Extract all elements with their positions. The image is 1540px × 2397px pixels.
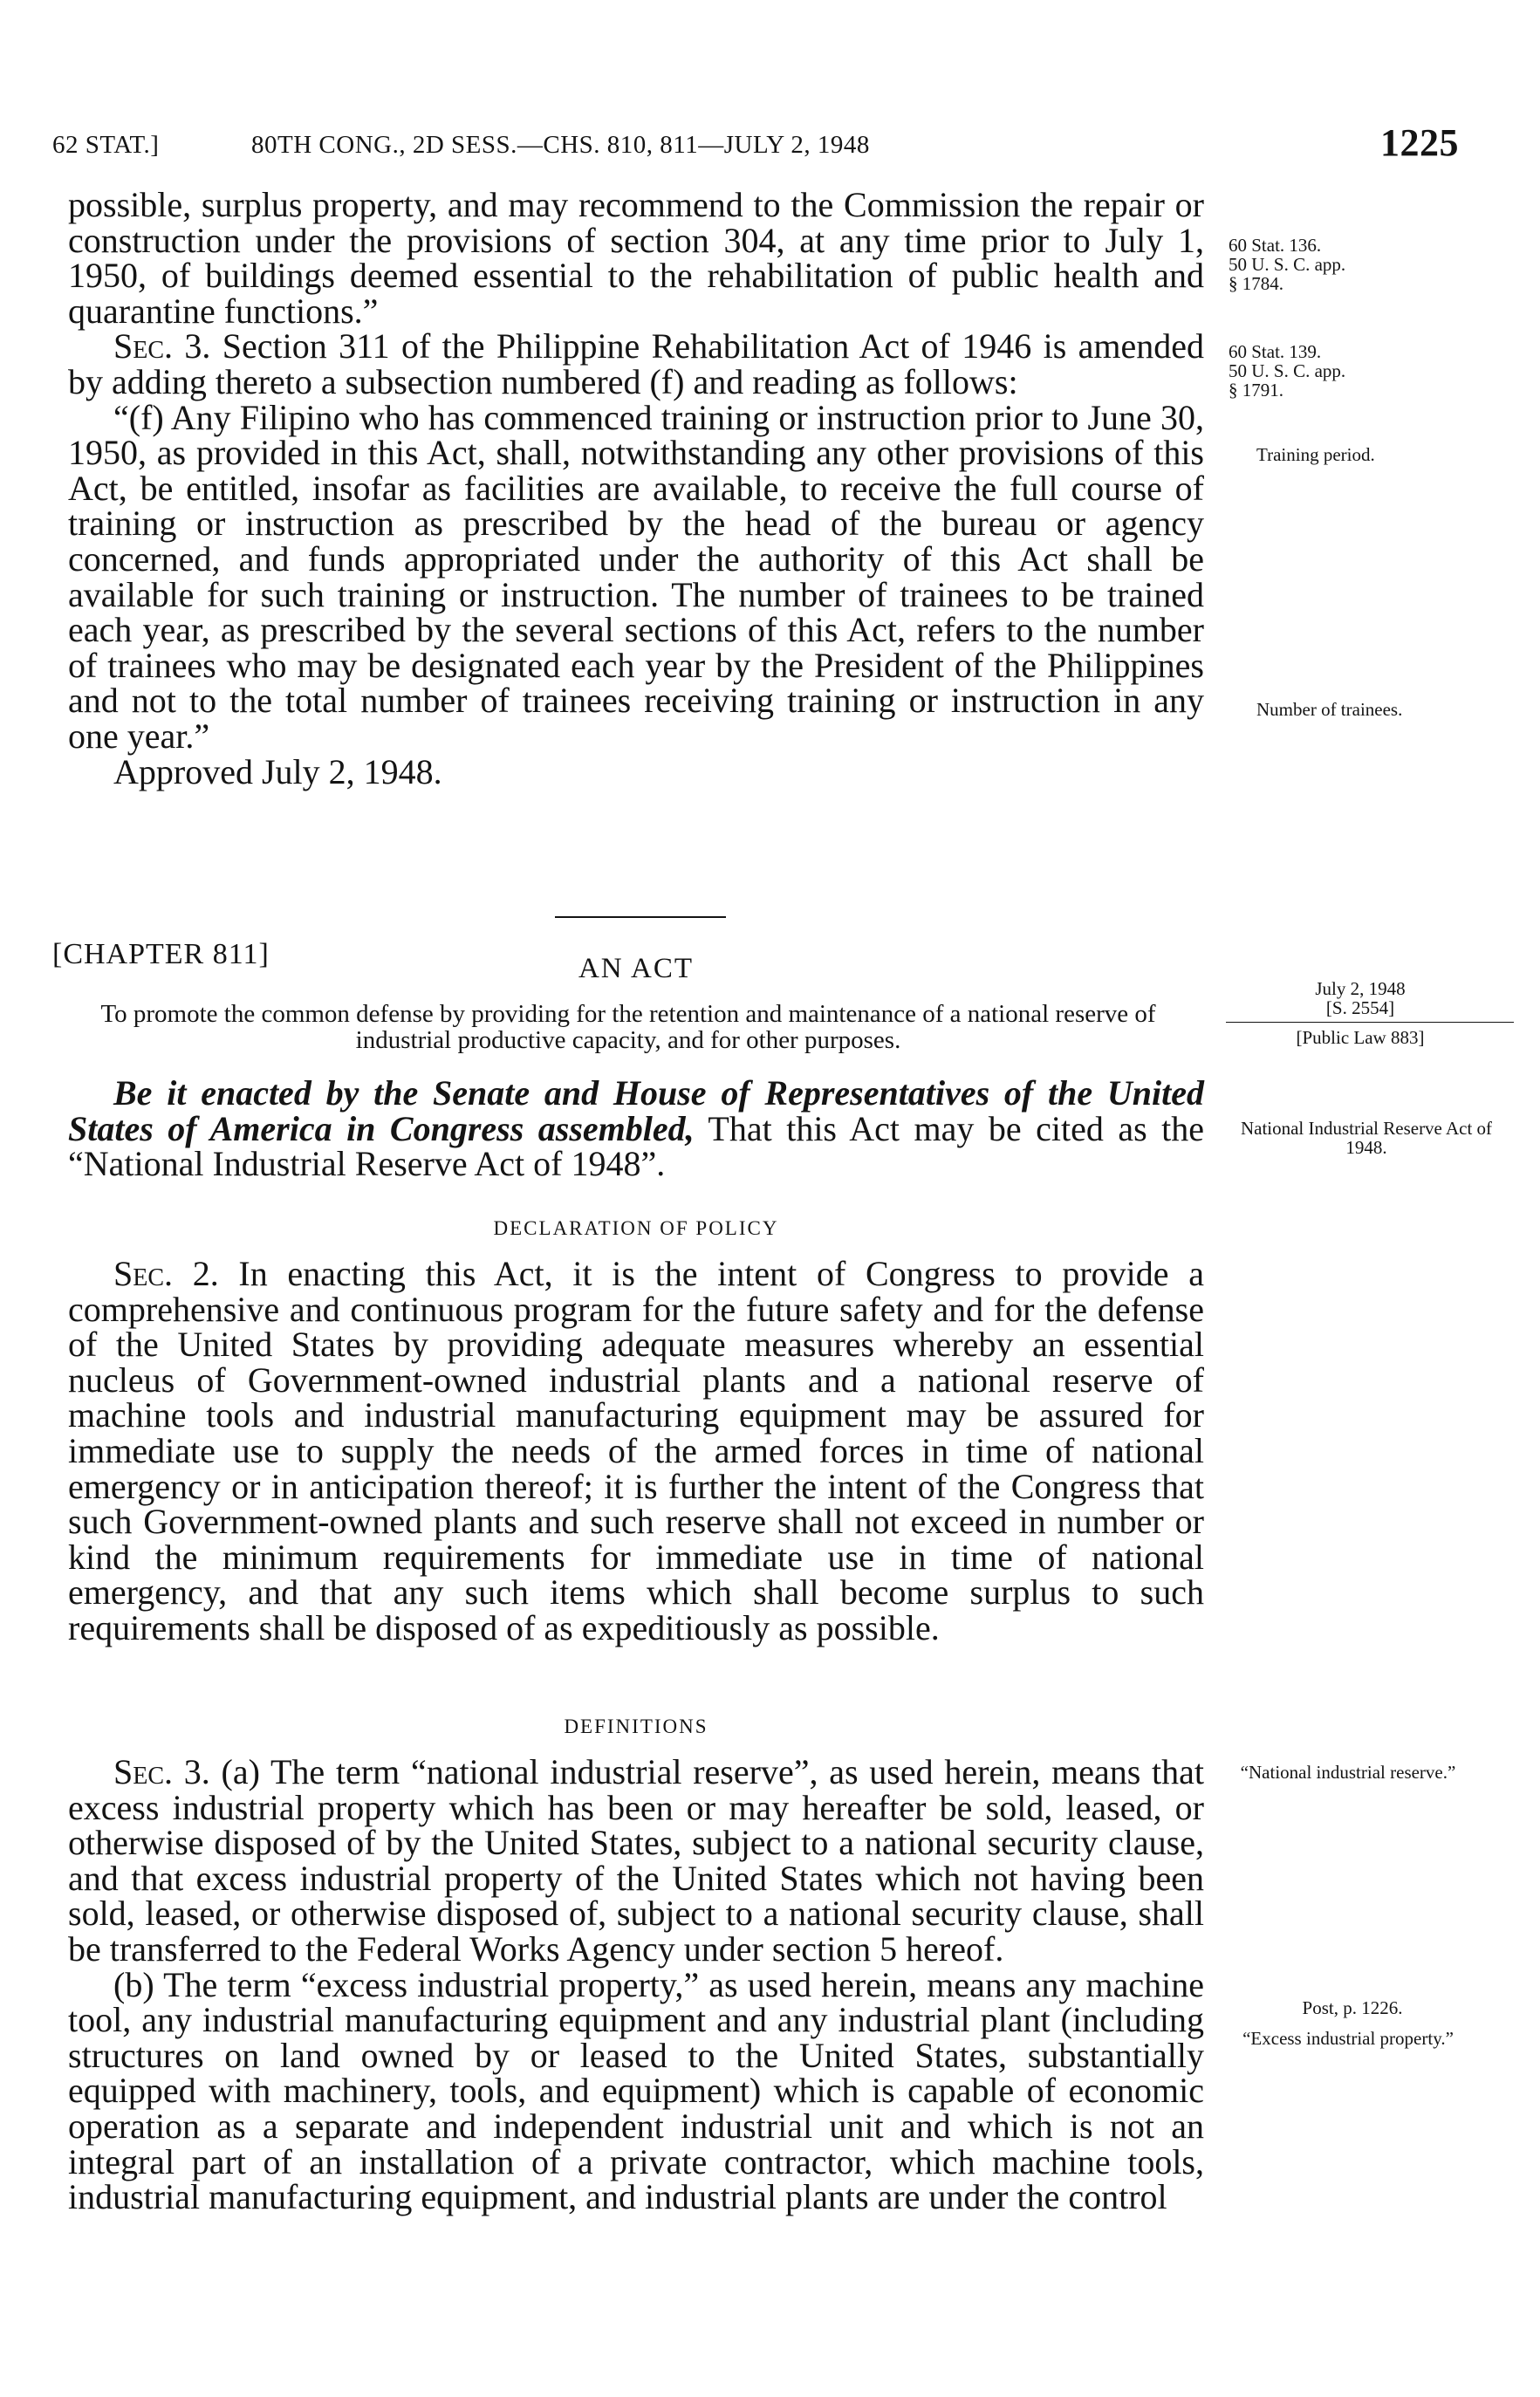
- an-act-heading: AN ACT: [578, 953, 695, 984]
- margin-note-line: § 1784.: [1229, 273, 1283, 294]
- margin-note-number-of-trainees: Number of trainees.: [1256, 699, 1403, 720]
- sec-3-text: Section 311 of the Philippine Rehabilitation Act of 1946 is amended by adding thereto a subsection numbered (f) and reading as follows:: [68, 326, 1204, 401]
- margin-note-line: 60 Stat. 136.: [1229, 235, 1322, 256]
- chapter-label: [CHAPTER 811]: [52, 938, 270, 970]
- paragraph-sec-3: [68, 326, 1204, 401]
- approved-line: Approved July 2, 1948.: [113, 751, 442, 791]
- paragraph-subsection-f: “(f) Any Filipino who has commenced training or instruction prior to June 30, 1950, as provided in this Act, shall, notwithstanding any other provisions of this Act, be entitled, insofar as facilities are available, to receive the full course of training or instruction as prescribed by the head of the bureau or agency concerned, and funds appropriated under the authority of this Act shall be available for such training or instruction. The number of trainees to be trained each year, as prescribed by the several sections of this Act, refers to the number of trainees who may be designated each year by the President of the Philippines and not to the total number of trainees receiving training or instruction in any one year.”: [68, 397, 1204, 756]
- margin-note-line: 60 Stat. 139.: [1229, 341, 1322, 362]
- declaration-section: [68, 1254, 1204, 1647]
- top-block: [68, 185, 1204, 791]
- margin-note-bill: [S. 2554]: [1325, 997, 1395, 1018]
- short-title-text: That this Act may be cited as the “National Industrial Reserve Act of 1948”.: [68, 1108, 1205, 1184]
- margin-note-60-stat-136: [1229, 236, 1509, 293]
- margin-note-national-industrial-reserve: “National industrial reserve.”: [1240, 1762, 1456, 1783]
- act-purpose: To promote the common defense by providing for the retention and maintenance of a national reserve of industrial productive capacity, and for other purposes.: [100, 1000, 1156, 1054]
- chapter-separator-rule: [555, 916, 726, 918]
- definition-a-text: (a) The term “national industrial reserve”, as used herein, means that excess industrial property which has been or may hereafter be sold, leased, or otherwise disposed of by the United States, subject to a national security clause, and that excess industrial property of the United States which not having been sold, leased, or otherwise disposed of, subject to a national security clause, shall be transferred to the Federal Works Agency under section 5 hereof.: [68, 1752, 1205, 1969]
- definition-a: [68, 1752, 1205, 1969]
- margin-note-public-law: [Public Law 883]: [1296, 1027, 1425, 1048]
- enacting-paragraph: [68, 1073, 1205, 1184]
- declaration-heading: DECLARATION OF POLICY: [493, 1217, 779, 1239]
- definition-b: (b) The term “excess industrial property,” as used herein, means any machine tool, any industrial manufacturing equipment and any industrial plant (including structures on land owned by or leased to the United States, substantially equipped with machinery, tools, and equipment) which is capable of economic operation as a separate and independent industrial unit and which is not an integral part of an installation of a private contractor, which machine tools, industrial manufacturing equipment, and industrial plants are under the control: [68, 1964, 1204, 2217]
- margin-note-post: Post, p. 1226.: [1302, 1997, 1403, 2018]
- margin-note-line: 50 U. S. C. app.: [1229, 254, 1346, 275]
- margin-note-60-stat-139: [1229, 342, 1509, 400]
- sec-label: Sec. 2.: [113, 1254, 219, 1293]
- declaration-text: In enacting this Act, it is the intent of Congress to provide a comprehensive and continuous program for the future safety and for the defense of the United States by providing adequate measures whereby an essential nucleus of Government-owned industrial plants and a national reserve of machine tools and industrial manufacturing equipment may be assured for immediate use to supply the needs of the armed forces in time of national emergency or in anticipation thereof; it is further the intent of the Congress that such Government-owned plants and such reserve shall not exceed in number or kind the minimum requirements for immediate use in time of national emergency, and that any such items which shall become surplus to such requirements shall be disposed of as expeditiously as possible.: [68, 1254, 1204, 1647]
- definitions-heading: DEFINITIONS: [564, 1716, 708, 1737]
- margin-note-line: § 1791.: [1229, 380, 1283, 401]
- paragraph-possible: possible, surplus property, and may recommend to the Commission the repair or construction under the provisions of section 304, at any time prior to July 1, 1950, of buildings deemed essential to the rehabilitation of public health and quarantine functions.”: [68, 185, 1204, 331]
- header-session-info: 80TH CONG., 2D SESS.—CHS. 810, 811—JULY 2, 1948: [251, 131, 870, 159]
- enacting-formula: Be it enacted by the Senate and House of Representatives of the United States of America in Congress assembled,: [68, 1073, 1204, 1148]
- margin-note-short-title: National Industrial Reserve Act of 1948.: [1240, 1118, 1493, 1158]
- margin-note-training-period: Training period.: [1256, 444, 1375, 465]
- margin-note-date-bill: [1220, 979, 1501, 1017]
- enacting-clause: [68, 1073, 1205, 1184]
- margin-rule: [1226, 1022, 1514, 1023]
- sec-label: Sec. 3.: [113, 326, 211, 366]
- margin-note-date: July 2, 1948: [1315, 978, 1406, 999]
- page-number: 1225: [1380, 121, 1459, 164]
- declaration-paragraph: [68, 1254, 1204, 1647]
- margin-note-line: 50 U. S. C. app.: [1229, 360, 1346, 381]
- sec-label: Sec. 3.: [113, 1752, 210, 1791]
- margin-note-excess-industrial-property: “Excess industrial property.”: [1242, 2028, 1454, 2049]
- definitions-section: [68, 1752, 1205, 2217]
- header-statute-ref: 62 STAT.]: [52, 131, 160, 159]
